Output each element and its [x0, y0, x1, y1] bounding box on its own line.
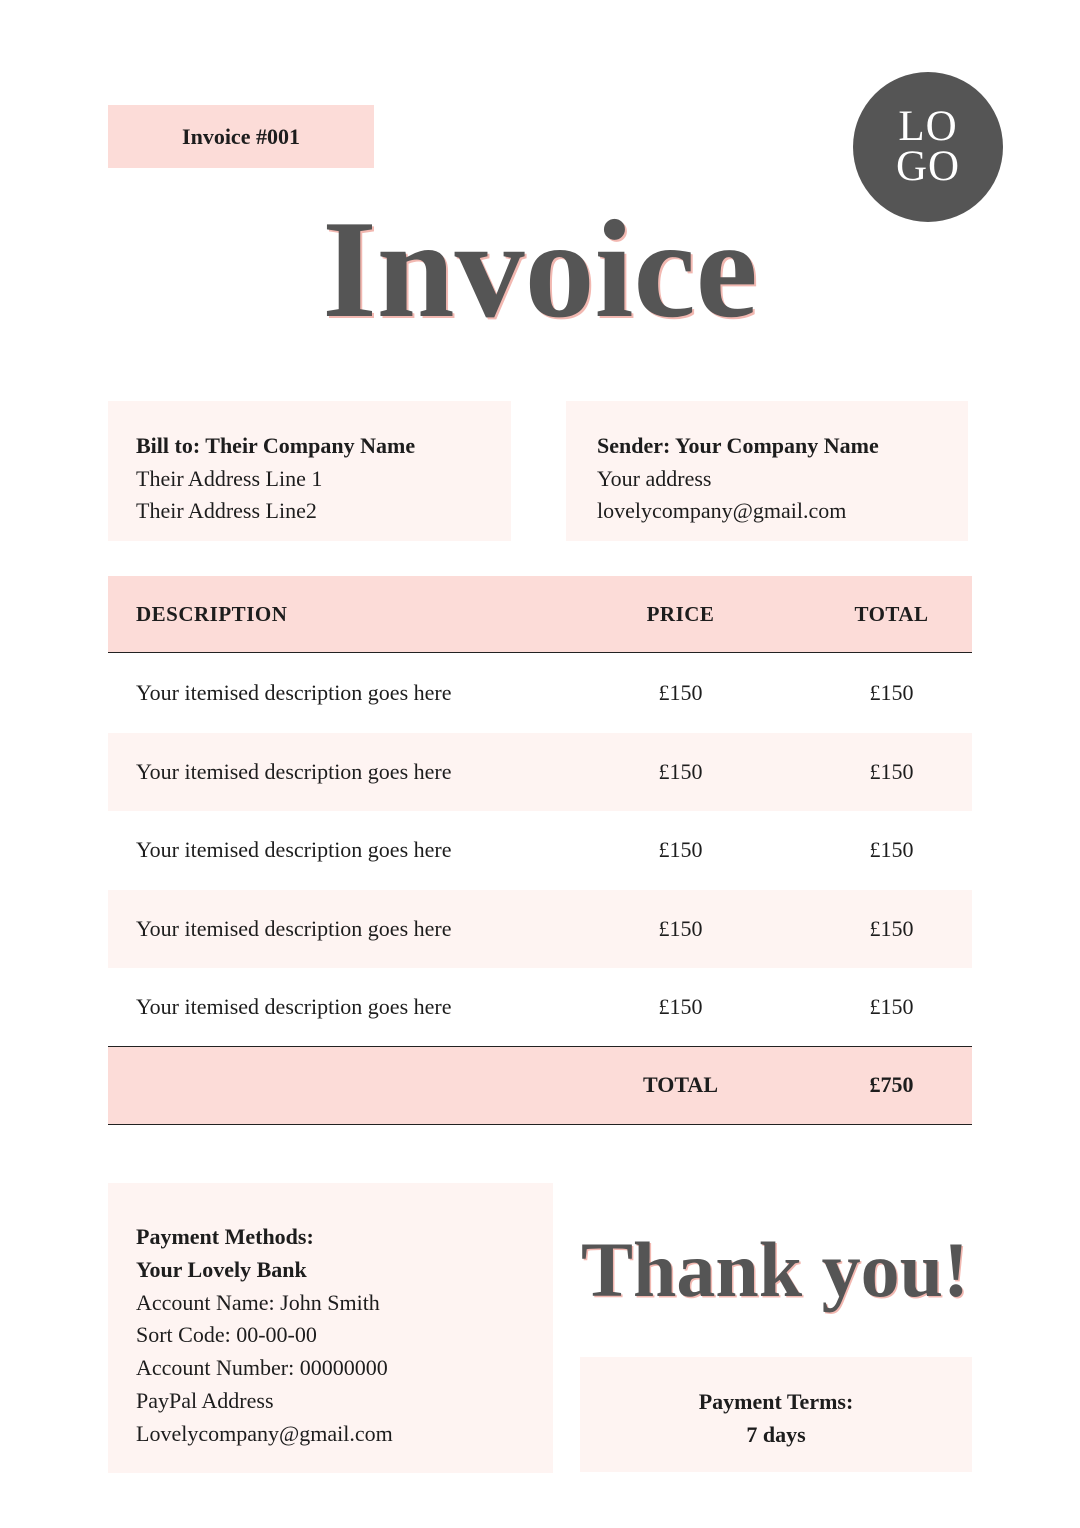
row-description: Your itemised description goes here	[136, 994, 452, 1019]
thank-you-message: Thank you!	[580, 1226, 970, 1313]
logo-text-line2: GO	[895, 143, 961, 190]
header-price: PRICE	[646, 602, 715, 626]
row-price: £150	[658, 994, 703, 1019]
account-number: Account Number: 00000000	[136, 1355, 388, 1381]
payment-heading: Payment Methods:	[136, 1224, 314, 1249]
row-price: £150	[658, 680, 703, 705]
row-description: Your itemised description goes here	[136, 680, 452, 705]
invoice-number: Invoice #001	[182, 123, 300, 149]
row-total: £150	[869, 915, 914, 941]
row-price: £150	[658, 837, 703, 862]
row-price: £150	[658, 915, 703, 941]
sender-heading: Sender: Your Company Name	[597, 433, 879, 458]
row-description: Your itemised description goes here	[136, 758, 452, 784]
bill-to-address-line1: Their Address Line 1	[136, 465, 323, 491]
sender-box	[566, 401, 968, 541]
payment-methods-box	[108, 1183, 553, 1473]
line-items	[108, 654, 972, 1047]
bank-name: Your Lovely Bank	[136, 1256, 307, 1282]
paypal-email: Lovelycompany@gmail.com	[136, 1420, 393, 1446]
page-title: Invoice	[322, 192, 758, 347]
table-row	[108, 733, 972, 812]
table-row	[108, 654, 972, 733]
payment-terms-value: 7 days	[746, 1422, 806, 1447]
row-total: £150	[869, 837, 914, 862]
row-price: £150	[658, 758, 703, 784]
payment-terms-label: Payment Terms:	[698, 1389, 854, 1414]
sender-address: Your address	[597, 465, 712, 491]
grand-total-label: TOTAL	[643, 1072, 718, 1097]
table-header	[108, 576, 972, 653]
account-name: Account Name: John Smith	[136, 1289, 380, 1315]
payment-terms-box	[580, 1357, 972, 1472]
grand-total-row	[108, 1046, 972, 1125]
grand-total-value: £750	[869, 1072, 914, 1097]
invoice-number-badge	[108, 105, 374, 168]
row-total: £150	[869, 680, 914, 705]
row-description: Your itemised description goes here	[136, 837, 452, 862]
row-total: £150	[869, 758, 914, 784]
bill-to-box	[108, 401, 511, 541]
bill-to-heading: Bill to: Their Company Name	[136, 433, 416, 458]
logo-text-line1: LO	[898, 103, 958, 150]
header-total: TOTAL	[854, 602, 929, 626]
sort-code: Sort Code: 00-00-00	[136, 1322, 317, 1348]
table-row	[108, 890, 972, 969]
paypal-heading: PayPal Address	[136, 1387, 274, 1413]
table-row	[108, 811, 972, 890]
row-total: £150	[869, 994, 914, 1019]
row-description: Your itemised description goes here	[136, 915, 452, 941]
sender-email: lovelycompany@gmail.com	[597, 498, 847, 523]
table-row	[108, 968, 972, 1047]
header-description: DESCRIPTION	[136, 602, 288, 626]
bill-to-address-line2: Their Address Line2	[136, 498, 317, 523]
